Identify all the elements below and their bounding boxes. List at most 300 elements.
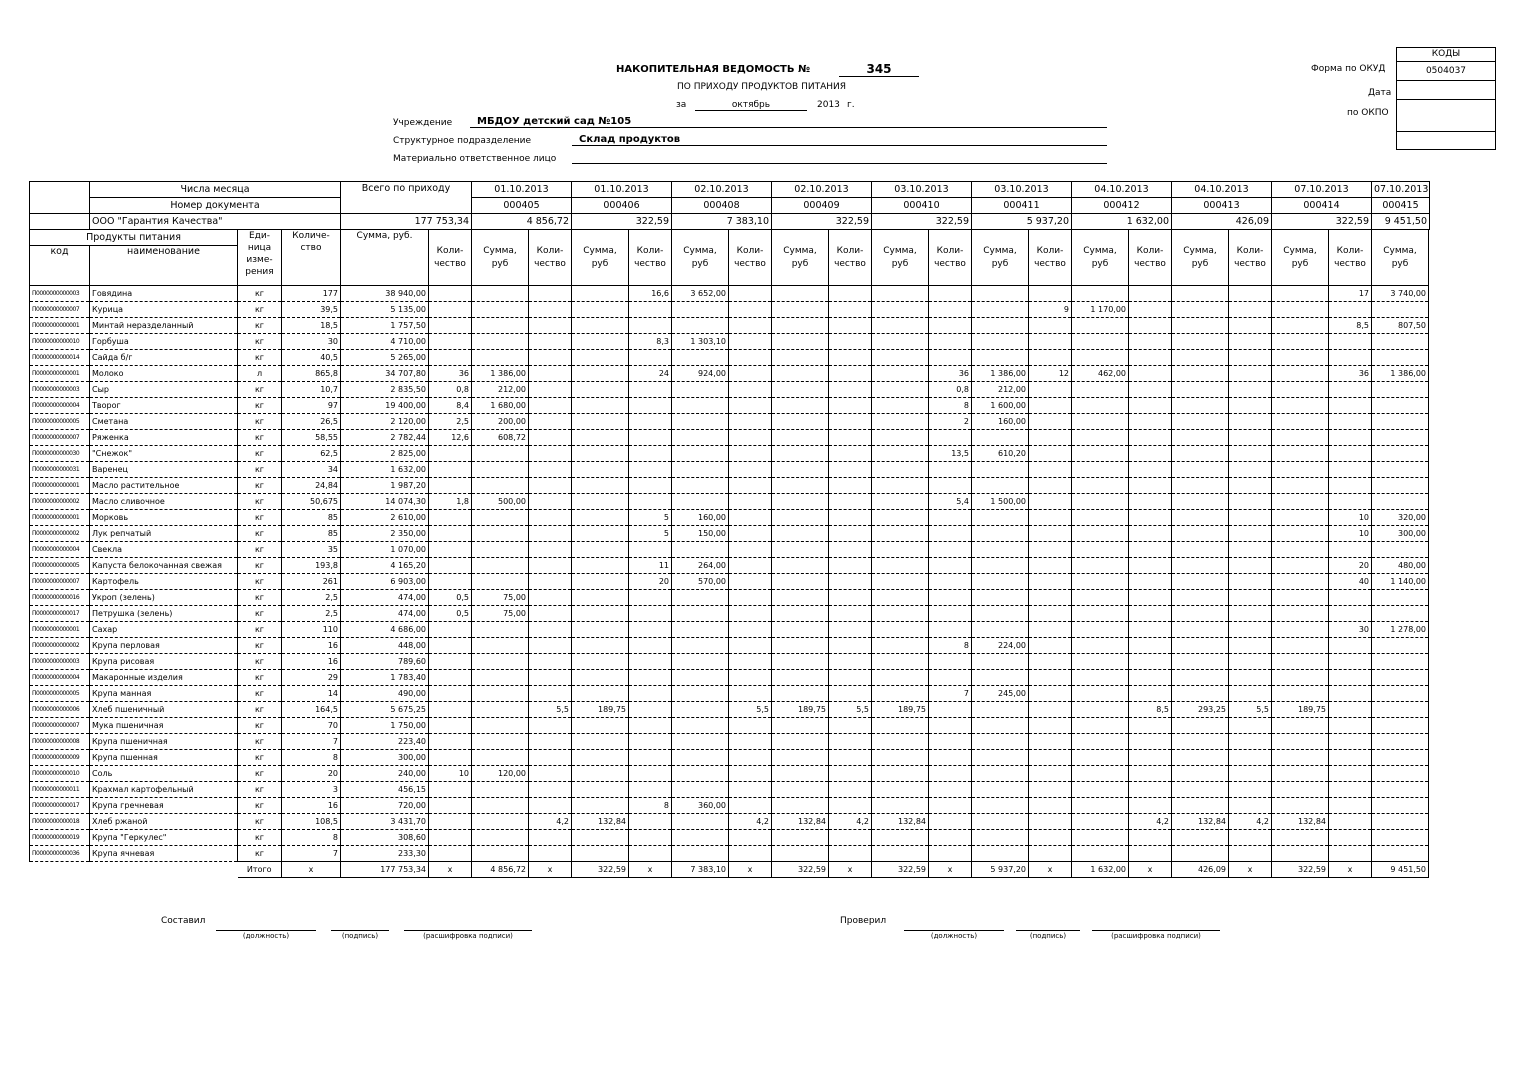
cell-sum: [972, 798, 1029, 814]
cell-sum: [1072, 782, 1129, 798]
cell-qty: [529, 286, 572, 302]
cell-qty: [1329, 734, 1372, 750]
cell-qty: [629, 686, 672, 702]
cell-sum: [872, 510, 929, 526]
product-unit: кг: [238, 318, 282, 334]
product-qty: 50,675: [282, 494, 341, 510]
compiled-signature-caption: (подпись): [331, 930, 389, 940]
cell-qty: [529, 302, 572, 318]
product-qty: 164,5: [282, 702, 341, 718]
cell-sum: [572, 318, 629, 334]
column-date: 01.10.2013: [572, 182, 672, 198]
cell-qty: 8: [929, 398, 972, 414]
cell-sum: [572, 286, 629, 302]
cell-qty: [729, 286, 772, 302]
cell-sum: [972, 782, 1029, 798]
cell-sum: [772, 590, 829, 606]
cell-sum: [672, 654, 729, 670]
itogo-label: Итого: [238, 862, 282, 878]
cell-qty: [1229, 286, 1272, 302]
cell-sum: 293,25: [1172, 702, 1229, 718]
cell-qty: [1129, 526, 1172, 542]
cell-sum: [672, 494, 729, 510]
responsible-value: [572, 152, 1107, 164]
cell-qty: [1129, 574, 1172, 590]
cell-qty: 0,8: [929, 382, 972, 398]
cell-qty: [629, 430, 672, 446]
cell-sum: [1372, 638, 1429, 654]
cell-sum: 132,84: [572, 814, 629, 830]
cell-sum: [972, 734, 1029, 750]
table-row: [30, 638, 1430, 654]
cell-sum: 132,84: [1172, 814, 1229, 830]
itogo-qty: x: [282, 862, 341, 878]
cell-sum: [572, 462, 629, 478]
product-code: П0000000000002: [30, 494, 90, 510]
cell-qty: [529, 718, 572, 734]
column-supplier-total: 322,59: [872, 214, 972, 230]
cell-sum: [872, 846, 929, 862]
cell-sum: [1172, 318, 1229, 334]
product-name: Крупа "Геркулес": [90, 830, 238, 846]
cell-sum: [772, 622, 829, 638]
cell-qty: [829, 318, 872, 334]
product-code: П0000000000002: [30, 638, 90, 654]
cell-qty: [929, 302, 972, 318]
product-qty: 193,8: [282, 558, 341, 574]
product-unit: кг: [238, 638, 282, 654]
product-unit: кг: [238, 430, 282, 446]
product-name: Картофель: [90, 574, 238, 590]
column-supplier-total: 7 383,10: [672, 214, 772, 230]
table-row: [30, 430, 1430, 446]
column-supplier-total: 322,59: [572, 214, 672, 230]
itogo-blank: [30, 862, 90, 878]
product-unit: кг: [238, 302, 282, 318]
cell-sum: [772, 782, 829, 798]
period-year-suffix: г.: [847, 100, 855, 110]
document-title: НАКОПИТЕЛЬНАЯ ВЕДОМОСТЬ №: [616, 64, 810, 75]
cell-qty: [1329, 606, 1372, 622]
cell-qty: [729, 366, 772, 382]
cell-sum: [772, 734, 829, 750]
cell-qty: [429, 718, 472, 734]
cell-qty: [1329, 830, 1372, 846]
product-name: Курица: [90, 302, 238, 318]
cell-qty: [1029, 798, 1072, 814]
cell-sum: [672, 718, 729, 734]
product-name: Крахмал картофельный: [90, 782, 238, 798]
cell-qty: [1029, 638, 1072, 654]
cell-qty: [429, 286, 472, 302]
cell-sum: [1372, 462, 1429, 478]
column-date: 04.10.2013: [1072, 182, 1172, 198]
product-unit: кг: [238, 350, 282, 366]
cell-sum: [1272, 750, 1329, 766]
cell-sum: [472, 750, 529, 766]
cell-sum: [1072, 414, 1129, 430]
cell-qty: [629, 846, 672, 862]
cell-qty: [929, 750, 972, 766]
cell-qty: [529, 622, 572, 638]
product-code: П0000000000010: [30, 334, 90, 350]
column-qty-label: Коли-чество: [1129, 230, 1172, 286]
cell-qty: [729, 558, 772, 574]
cell-sum: [1272, 462, 1329, 478]
cell-qty: [1329, 702, 1372, 718]
cell-sum: [672, 398, 729, 414]
cell-sum: [772, 398, 829, 414]
cell-qty: [429, 814, 472, 830]
cell-sum: [672, 606, 729, 622]
cell-qty: 11: [629, 558, 672, 574]
cell-sum: [572, 766, 629, 782]
product-unit: кг: [238, 494, 282, 510]
column-doc: 000408: [672, 198, 772, 214]
column-doc: 000413: [1172, 198, 1272, 214]
cell-sum: [1272, 718, 1329, 734]
cell-sum: [1372, 782, 1429, 798]
checked-signature-caption: (подпись): [1016, 930, 1080, 940]
product-sum: 789,60: [341, 654, 429, 670]
cell-qty: [829, 446, 872, 462]
cell-sum: 610,20: [972, 446, 1029, 462]
cell-sum: [572, 398, 629, 414]
cell-sum: [1372, 350, 1429, 366]
product-unit: кг: [238, 478, 282, 494]
product-code: П0000000000036: [30, 846, 90, 862]
column-date: 03.10.2013: [872, 182, 972, 198]
cell-qty: [1329, 542, 1372, 558]
product-sum: 1 750,00: [341, 718, 429, 734]
cell-sum: [472, 318, 529, 334]
cell-qty: [1129, 782, 1172, 798]
cell-qty: [1129, 798, 1172, 814]
cell-qty: [929, 766, 972, 782]
cell-sum: [1272, 542, 1329, 558]
cell-qty: [1329, 334, 1372, 350]
cell-qty: [529, 654, 572, 670]
checked-position-caption: (должность): [904, 930, 1004, 940]
cell-sum: [572, 542, 629, 558]
cell-sum: [972, 574, 1029, 590]
cell-sum: [1072, 798, 1129, 814]
product-sum: 1 987,20: [341, 478, 429, 494]
column-supplier-total: 4 856,72: [472, 214, 572, 230]
product-name: Крупа манная: [90, 686, 238, 702]
cell-qty: [729, 766, 772, 782]
cell-qty: [1029, 334, 1072, 350]
cell-qty: [1229, 366, 1272, 382]
cell-qty: [529, 462, 572, 478]
cell-sum: [472, 302, 529, 318]
cell-qty: 8,5: [1129, 702, 1172, 718]
cell-sum: [1172, 526, 1229, 542]
cell-sum: [872, 446, 929, 462]
cell-sum: [1272, 622, 1329, 638]
product-name: Мука пшеничная: [90, 718, 238, 734]
cell-qty: [629, 414, 672, 430]
cell-sum: [1072, 318, 1129, 334]
cell-sum: [1272, 782, 1329, 798]
cell-sum: [1072, 622, 1129, 638]
cell-qty: [529, 846, 572, 862]
cell-sum: [472, 782, 529, 798]
cell-qty: [1029, 782, 1072, 798]
cell-qty: [1229, 526, 1272, 542]
cell-sum: [572, 846, 629, 862]
cell-sum: [672, 670, 729, 686]
cell-sum: [572, 638, 629, 654]
cell-sum: [1072, 350, 1129, 366]
cell-qty: 10: [1329, 510, 1372, 526]
cell-qty: [1129, 638, 1172, 654]
cell-qty: [929, 606, 972, 622]
cell-sum: [772, 798, 829, 814]
codes-box: [1396, 48, 1496, 150]
cell-sum: [572, 590, 629, 606]
product-sum: 300,00: [341, 750, 429, 766]
cell-qty: 5,5: [529, 702, 572, 718]
cell-qty: [1129, 510, 1172, 526]
column-supplier-total: 426,09: [1172, 214, 1272, 230]
product-name: Сыр: [90, 382, 238, 398]
product-qty: 97: [282, 398, 341, 414]
cell-qty: [1029, 846, 1072, 862]
cell-qty: [829, 670, 872, 686]
cell-qty: [629, 542, 672, 558]
product-name: Крупа пшенная: [90, 750, 238, 766]
cell-qty: [829, 798, 872, 814]
cell-qty: [429, 654, 472, 670]
product-qty: 16: [282, 654, 341, 670]
cell-qty: [829, 430, 872, 446]
cell-sum: [572, 606, 629, 622]
cell-sum: [1372, 302, 1429, 318]
cell-sum: [472, 702, 529, 718]
cell-qty: [1029, 510, 1072, 526]
cell-qty: [1229, 398, 1272, 414]
cell-sum: [772, 302, 829, 318]
product-qty: 14: [282, 686, 341, 702]
cell-qty: [429, 510, 472, 526]
cell-qty: [1029, 670, 1072, 686]
cell-sum: [772, 638, 829, 654]
cell-qty: [529, 798, 572, 814]
cell-qty: [1229, 830, 1272, 846]
cell-qty: [1129, 670, 1172, 686]
table-row: [30, 494, 1430, 510]
cell-qty: [429, 574, 472, 590]
cell-sum: [872, 798, 929, 814]
table-row: [30, 414, 1430, 430]
cell-sum: [1372, 606, 1429, 622]
product-qty: 110: [282, 622, 341, 638]
product-qty: 39,5: [282, 302, 341, 318]
cell-sum: 570,00: [672, 574, 729, 590]
cell-qty: [1029, 830, 1072, 846]
cell-sum: [772, 750, 829, 766]
cell-qty: [1329, 478, 1372, 494]
cell-qty: [929, 782, 972, 798]
cell-qty: [729, 526, 772, 542]
cell-qty: [529, 414, 572, 430]
cell-sum: [672, 462, 729, 478]
cell-sum: [972, 718, 1029, 734]
cell-sum: [1172, 798, 1229, 814]
cell-qty: [829, 638, 872, 654]
column-qty-label: Коли-чество: [1029, 230, 1072, 286]
cell-qty: [1329, 494, 1372, 510]
column-itogo-sum: 7 383,10: [672, 862, 729, 878]
cell-sum: [872, 718, 929, 734]
cell-qty: [1129, 382, 1172, 398]
product-sum: 233,30: [341, 846, 429, 862]
cell-qty: [829, 654, 872, 670]
cell-qty: [429, 526, 472, 542]
cell-qty: [1229, 686, 1272, 702]
cell-sum: [1172, 462, 1229, 478]
cell-qty: [729, 686, 772, 702]
cell-sum: [772, 654, 829, 670]
cell-sum: [572, 750, 629, 766]
product-code: П0000000000009: [30, 750, 90, 766]
cell-sum: [1172, 782, 1229, 798]
cell-qty: 40: [1329, 574, 1372, 590]
cell-qty: [529, 446, 572, 462]
cell-sum: [872, 558, 929, 574]
supplier-code-cell: [30, 214, 90, 230]
cell-sum: [672, 542, 729, 558]
cell-qty: [629, 750, 672, 766]
cell-qty: [729, 478, 772, 494]
cell-sum: [472, 574, 529, 590]
cell-qty: [529, 382, 572, 398]
table-row: [30, 654, 1430, 670]
table-row: [30, 766, 1430, 782]
doc-label: Номер документа: [90, 198, 341, 214]
table-row: [30, 526, 1430, 542]
cell-qty: [1129, 734, 1172, 750]
cell-sum: [1272, 382, 1329, 398]
cell-sum: [1372, 750, 1429, 766]
cell-sum: [572, 414, 629, 430]
cell-sum: [1272, 334, 1329, 350]
cell-sum: [772, 382, 829, 398]
product-sum: 4 165,20: [341, 558, 429, 574]
table-row: [30, 350, 1430, 366]
product-sum: 2 835,50: [341, 382, 429, 398]
cell-sum: [1272, 654, 1329, 670]
cell-qty: [1029, 286, 1072, 302]
cell-qty: [829, 334, 872, 350]
cell-qty: [1129, 334, 1172, 350]
cell-qty: 4,2: [829, 814, 872, 830]
cell-sum: [672, 414, 729, 430]
product-sum: 1 783,40: [341, 670, 429, 686]
product-qty: 40,5: [282, 350, 341, 366]
cell-qty: [729, 798, 772, 814]
cell-qty: [729, 670, 772, 686]
cell-qty: [429, 350, 472, 366]
product-sum: 456,15: [341, 782, 429, 798]
product-code: П0000000000031: [30, 462, 90, 478]
table-row: [30, 686, 1430, 702]
cell-qty: [1129, 846, 1172, 862]
product-sum: 474,00: [341, 606, 429, 622]
cell-sum: [572, 574, 629, 590]
cell-sum: [972, 590, 1029, 606]
cell-qty: [629, 382, 672, 398]
cell-sum: [672, 302, 729, 318]
cell-qty: [1229, 382, 1272, 398]
cell-qty: [429, 734, 472, 750]
column-doc: 000405: [472, 198, 572, 214]
cell-qty: [1129, 286, 1172, 302]
cell-qty: [729, 734, 772, 750]
cell-sum: [1172, 606, 1229, 622]
cell-qty: [629, 670, 672, 686]
cell-sum: [1072, 462, 1129, 478]
cell-sum: [1172, 398, 1229, 414]
product-unit: кг: [238, 526, 282, 542]
cell-qty: [1229, 302, 1272, 318]
cell-qty: [629, 718, 672, 734]
cell-qty: [429, 542, 472, 558]
cell-sum: [1372, 846, 1429, 862]
cell-qty: [1129, 398, 1172, 414]
cell-qty: [829, 510, 872, 526]
cell-qty: [1229, 590, 1272, 606]
cell-sum: [672, 782, 729, 798]
itogo-sum: 177 753,34: [341, 862, 429, 878]
cell-qty: 5,5: [729, 702, 772, 718]
cell-sum: [1272, 558, 1329, 574]
cell-qty: [629, 606, 672, 622]
cell-sum: [1272, 638, 1329, 654]
cell-qty: 13,5: [929, 446, 972, 462]
product-qty: 261: [282, 574, 341, 590]
cell-qty: [529, 558, 572, 574]
cell-sum: [1272, 350, 1329, 366]
cell-qty: [1229, 766, 1272, 782]
cell-qty: [529, 590, 572, 606]
product-name: Творог: [90, 398, 238, 414]
product-qty: 7: [282, 846, 341, 862]
product-qty: 62,5: [282, 446, 341, 462]
column-date: 01.10.2013: [472, 182, 572, 198]
product-unit: кг: [238, 846, 282, 862]
cell-sum: 807,50: [1372, 318, 1429, 334]
product-name: Говядина: [90, 286, 238, 302]
column-sum-label: Сумма, руб: [1372, 230, 1429, 286]
product-unit: кг: [238, 398, 282, 414]
cell-qty: [829, 750, 872, 766]
cell-sum: [472, 446, 529, 462]
cell-sum: [1172, 766, 1229, 782]
cell-sum: 189,75: [872, 702, 929, 718]
cell-sum: [1272, 366, 1329, 382]
product-sum: 34 707,80: [341, 366, 429, 382]
cell-sum: [972, 318, 1029, 334]
product-sum: 2 825,00: [341, 446, 429, 462]
product-unit: кг: [238, 414, 282, 430]
cell-sum: 75,00: [472, 606, 529, 622]
cell-sum: [772, 542, 829, 558]
cell-sum: [972, 558, 1029, 574]
cell-sum: [872, 606, 929, 622]
product-name: Ряженка: [90, 430, 238, 446]
